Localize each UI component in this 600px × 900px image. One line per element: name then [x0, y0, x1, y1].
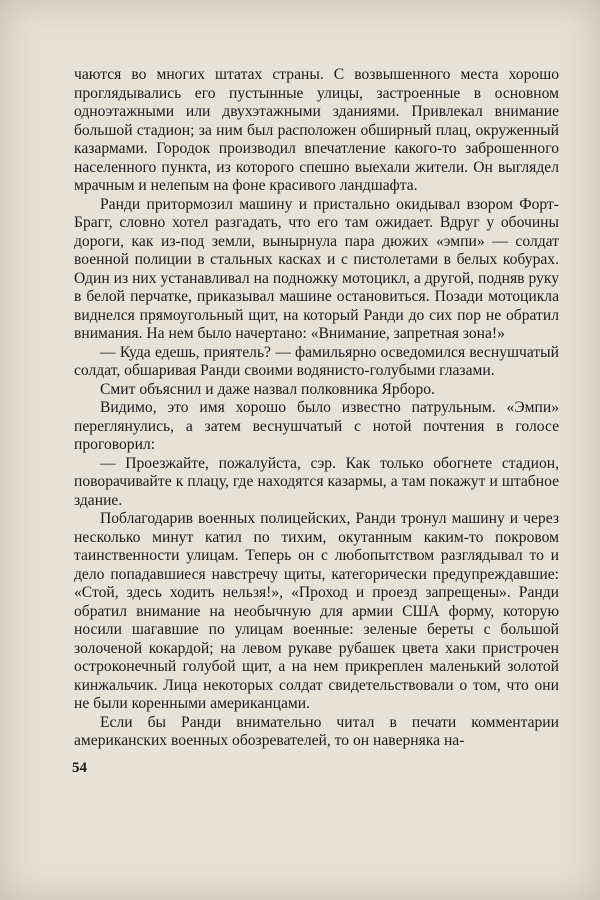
- paragraph-2: Ранди притормозил машину и пристально окидывал взором Форт-Брагг, словно хотел разгадать, что его там ожидает. Вдруг у обочины дороги, как из-под земли, вынырнула пара дюжих «эмпи» — солдат военной полиции в стальных касках и с пистолетами в белых кобурах. Один из них устанавливал на подножку мотоцикл, а другой, подняв руку в белой перчатке, приказывал машине остановиться. Позади мотоцикла виднелся прямоугольный щит, на который Ранди до сих пор не обратил внимания. На нем было начертано: «Внимание, запретная зона!»: [74, 195, 559, 342]
- paragraph-1: чаются во многих штатах страны. С возвышенного места хорошо проглядывались его пустынные улицы, застроенные в основном одноэтажными или двухэтажными зданиями. Привлекал внимание большой стадион; за ним был расположен обширный плац, окруженный казармами. Городок производил впечатление какого-то заброшенного населенного пункта, из которого спешно выехали жители. Он выглядел мрачным и нелепым на фоне красивого ландшафта.: [74, 66, 559, 194]
- page-number: 54: [72, 760, 87, 776]
- paragraph-5: Видимо, это имя хорошо было известно патрульным. «Эмпи» переглянулись, а затем веснушчатый с нотой почтения в голосе проговорил:: [74, 399, 559, 453]
- paragraph-6: — Проезжайте, пожалуйста, сэр. Как только обогнете стадион, поворачивайте к плацу, где находятся казармы, а там покажут и штабное здание.: [74, 454, 559, 509]
- paragraph-4: Смит объяснил и даже назвал полковника Ярборо.: [100, 380, 435, 398]
- paragraph-3: — Куда едешь, приятель? — фамильярно осведомился веснушчатый солдат, обшаривая Ранди своими водянисто-голубыми глазами.: [74, 343, 559, 379]
- paragraph-7: Поблагодарив военных полицейских, Ранди тронул машину и через несколько минут катил по тихим, окутанным каким-то покровом таинственности улицам. Теперь он с любопытством разглядывал то и дело попадавшиеся навстречу щиты, категорически предупреждавшие: «Стой, здесь ходить нельзя!», «Проход и проезд запрещены». Ранди обратил внимание на необычную для армии США форму, которую носили шагавшие по улицам военные: зеленые береты с большой золоченой кокардой; на левом рукаве рубашек цвета хаки пристрочен остроконечный голубой щит, а на нем прикреплен маленький золотой кинжальчик. Лица некоторых солдат свидетельствовали о том, что они не были коренными американцами.: [74, 510, 559, 712]
- paragraph-8: Если бы Ранди внимательно читал в печати комментарии американских военных обозревателей, то он наверняка на-: [74, 713, 559, 749]
- body-text: [74, 66, 559, 751]
